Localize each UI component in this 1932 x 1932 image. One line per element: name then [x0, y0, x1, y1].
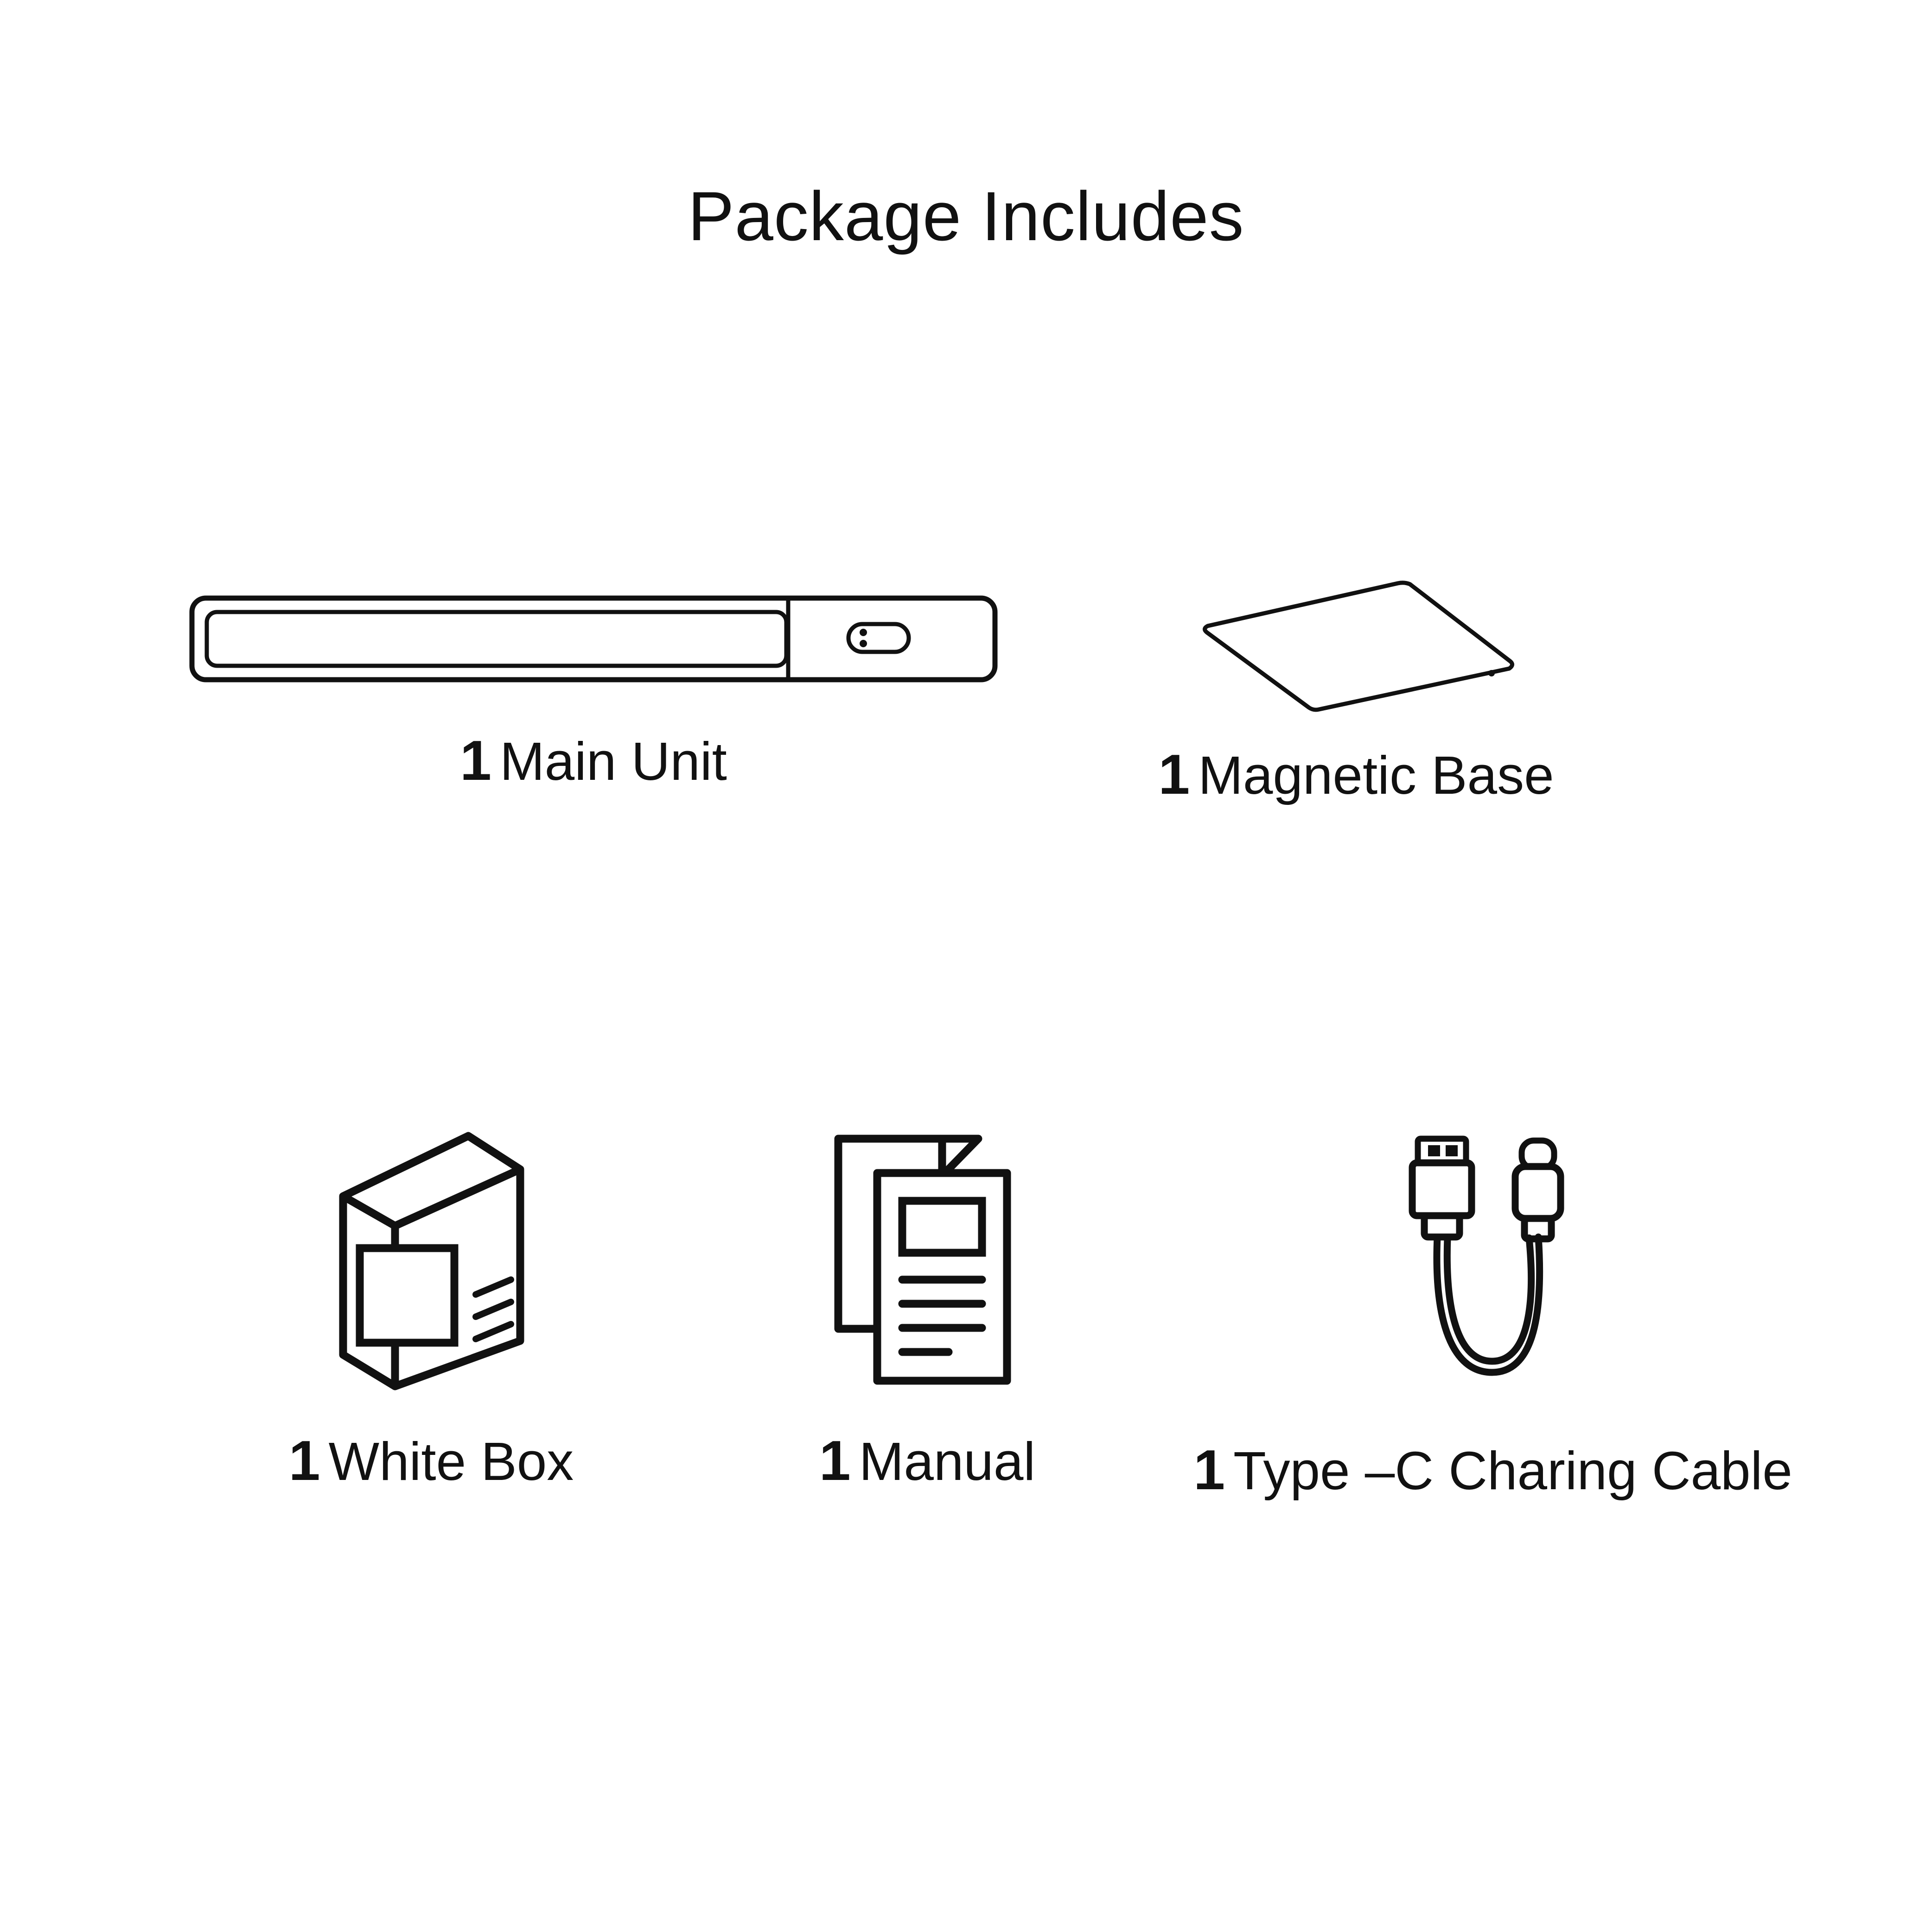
manual-illustration [825, 1127, 1029, 1396]
product-box-icon [329, 1127, 533, 1396]
white-box-label: White Box [328, 1431, 574, 1492]
item-white-box [223, 1127, 640, 1493]
manual-booklet-icon [825, 1127, 1029, 1396]
cable-label: Type –C Charing Cable [1233, 1441, 1792, 1501]
main-unit-label: Main Unit [499, 731, 727, 791]
magnetic-base-illustration [1180, 570, 1532, 723]
magnetic-base-strip-icon [1180, 570, 1532, 723]
magnetic-base-caption [1158, 742, 1554, 807]
page-title: Package Includes [688, 177, 1244, 255]
magnetic-base-label: Magnetic Base [1198, 745, 1554, 805]
usb-type-c-cable-icon [1391, 1127, 1595, 1405]
light-bar-main-unit-icon [185, 570, 1001, 709]
white-box-caption [289, 1428, 574, 1493]
main-unit-illustration [185, 570, 1001, 709]
main-unit-caption [460, 728, 727, 793]
white-box-quantity: 1 [288, 1429, 320, 1492]
main-unit-quantity: 1 [460, 729, 491, 792]
manual-quantity: 1 [819, 1429, 851, 1492]
item-magnetic-base [1043, 570, 1669, 807]
item-manual [719, 1127, 1136, 1493]
cable-illustration [1391, 1127, 1595, 1405]
cable-caption [1193, 1437, 1792, 1502]
magnetic-base-quantity: 1 [1158, 743, 1190, 806]
white-box-illustration [329, 1127, 533, 1396]
cable-quantity: 1 [1193, 1438, 1225, 1501]
item-main-unit [176, 570, 1011, 793]
manual-label: Manual [859, 1431, 1036, 1492]
item-cable [1193, 1127, 1792, 1502]
manual-caption [819, 1428, 1035, 1493]
